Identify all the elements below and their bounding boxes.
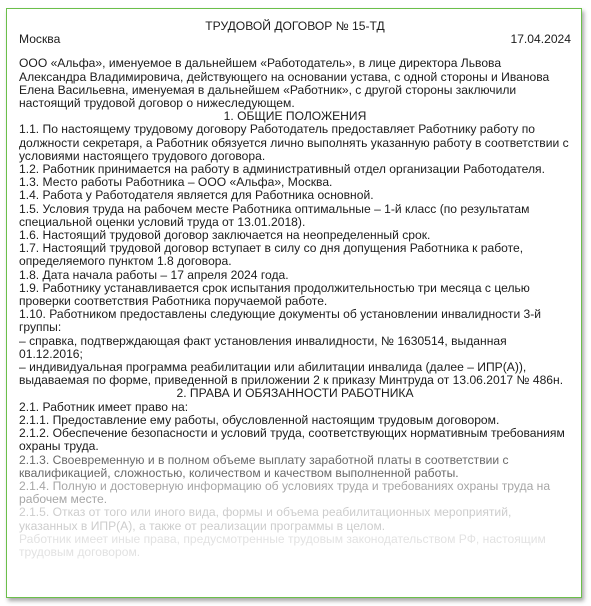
document-title: ТРУДОВОЙ ДОГОВОР № 15-ТД xyxy=(205,19,385,33)
document-date: 17.04.2024 xyxy=(510,32,571,47)
clause-1-3: 1.3. Место работы Работника – ООО «Альфа», Москва. xyxy=(19,175,333,190)
clause-1-4: 1.4. Работа у Работодателя является для Работника основной. xyxy=(19,188,374,203)
clause-1-2: 1.2. Работник принимается на работу в административный отдел организации Работодателя. xyxy=(19,162,545,177)
clause-2-1-2: 2.1.2. Обеспечение безопасности и условий труда, соответствующих нормативным требованиям охраны труда. xyxy=(19,426,565,454)
clause-1-6: 1.6. Настоящий трудовой договор заключается на неопределенный срок. xyxy=(19,228,431,243)
clause-2-1-3: 2.1.3. Своевременную и в полном объеме выплату заработной платы в соответствии с квалификацией, сложностью, количеством и качеством выполненной работы. xyxy=(19,452,509,480)
document-body xyxy=(19,20,571,559)
clause-1-9: 1.9. Работнику устанавливается срок испытания продолжительностью три месяца с целью проверки соответствия Работника поручаемой работе. xyxy=(19,280,530,309)
clause-2-1-1: 2.1.1. Предоставление ему работы, обусловленной настоящим трудовым договором. xyxy=(19,412,500,427)
clause-1-5: 1.5. Условия труда на рабочем месте Работника оптимальные – 1-й класс (по результатам специальной оценки условий труда от 13.01.2018). xyxy=(19,201,530,229)
clause-2-other-rights: Работник имеет иные права, предусмотренные трудовым законодательством РФ, настоящим трудовым договором. xyxy=(19,531,546,559)
clause-2-1-5: 2.1.5. Отказ от того или иного вида, формы и объема реабилитационных мероприятий, указанных в ИПР(А), а также от реализации программы в целом. xyxy=(19,505,512,533)
document-city: Москва xyxy=(19,32,61,47)
clause-2-1-4: 2.1.4. Полную и достоверную информацию об условиях труда и требованиях охраны труда на рабочем месте. xyxy=(19,478,551,507)
clause-1-1: 1.1. По настоящему трудовому договору Работодатель предоставляет Работнику работу по должности секретаря, а Работник обязуется лично выполнять указанную работу в соответствии с условиями настоящего трудового договора. xyxy=(19,122,569,163)
clause-1-10-item-ipra: – индивидуальная программа реабилитации или абилитации инвалида (далее – ИПР(А)), выдаваемая по форме, приведенной в приложении 2 к приказу Минтруда от 13.06.2017 № 486н. xyxy=(19,360,564,388)
section-2-heading: 2. ПРАВА И ОБЯЗАННОСТИ РАБОТНИКА xyxy=(176,386,414,401)
clause-1-10: 1.10. Работником предоставлены следующие документы об установлении инвалидности 3-й группы: xyxy=(19,307,542,335)
section-1-heading: 1. ОБЩИЕ ПОЛОЖЕНИЯ xyxy=(223,109,367,124)
document-header-row xyxy=(19,33,571,46)
document-frame xyxy=(6,8,582,598)
clause-2-1: 2.1. Работник имеет право на: xyxy=(19,399,189,414)
clause-1-7: 1.7. Настоящий трудовой договор вступает в силу со дня допущения Работника к работе, определяемого пунктом 1.8 договора. xyxy=(19,241,524,269)
clause-1-8: 1.8. Дата начала работы – 17 апреля 2024 года. xyxy=(19,267,289,282)
preamble-paragraph: ООО «Альфа», именуемое в дальнейшем «Работодатель», в лице директора Львова Александра Владимировича, действующего на основании устава, с одной стороны и Иванова Елена Васильевна, именуемая в дальнейшем «Работник», с другой стороны заключили настоящий трудовой договор о нижеследующем. xyxy=(19,56,550,111)
clause-1-10-item-certificate: – справка, подтверждающая факт установления инвалидности, № 1630514, выданная 01.12.2016; xyxy=(19,333,507,361)
